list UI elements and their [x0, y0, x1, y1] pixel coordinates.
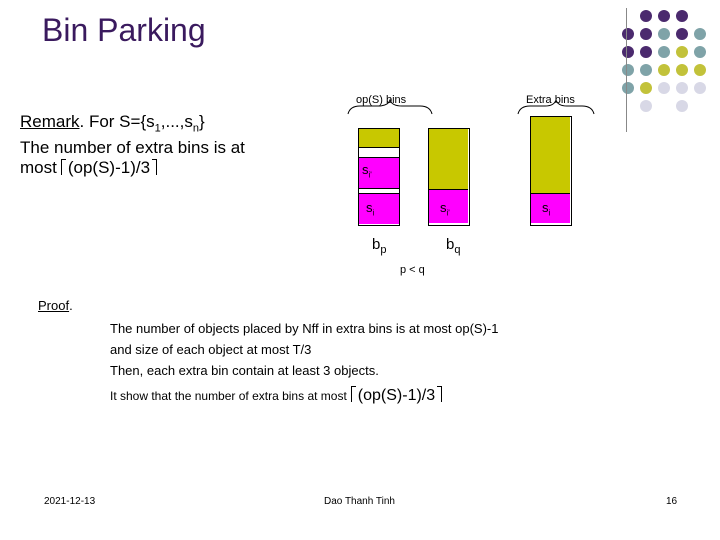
bin-p-item-sip-label: $s_{i'}$ [362, 162, 372, 180]
remark-line-2: The number of extra bins is at [20, 138, 245, 158]
bin-q-item-si-label: $s_{i'}$ [440, 200, 450, 218]
remark-line-1: Remark. For $S=\{s_1,...,s_n\}$ [20, 112, 205, 135]
footer-date: 2021-12-13 [44, 496, 96, 507]
ceil-right-icon [437, 386, 442, 402]
extra-bin-item-si-label: $s_i$ [542, 200, 551, 218]
proof-line-1: The number of objects placed by Nff in extra bins is at most op(S)-1 [110, 321, 499, 336]
opbins-label: op(S) bins [356, 94, 407, 106]
extra-bin-top-fill [531, 117, 570, 194]
bin-p-item-si [359, 193, 399, 224]
remark-line-3: most (op(S)-1)/3 [20, 158, 245, 178]
proof-line-2: and size of each object at most T/3 [110, 342, 312, 357]
bin-p-label: $b_p$ [372, 236, 387, 256]
bin-p-top-fill [359, 129, 399, 148]
extrabins-label: Extra bins [526, 94, 575, 106]
footer-author: Dao Thanh Tinh [324, 496, 395, 507]
bin-q-top-fill [429, 129, 468, 190]
footer-page-number: 16 [666, 496, 678, 507]
remark-label: Remark [20, 112, 80, 131]
bin-p-item-si-label: $s_i$ [366, 200, 375, 218]
proof-heading: Proof. [38, 298, 73, 313]
proof-line-4: It show that the number of extra bins at most (op(S)-1)/3 [110, 385, 499, 407]
proof-body [110, 318, 499, 407]
extra-bin-item-si [531, 194, 570, 223]
ceil-left-icon [351, 386, 356, 402]
proof-line-3: Then, each extra bin contain at least 3 objects. [110, 363, 379, 378]
p-less-than-q-label: p < q [400, 264, 425, 276]
bin-q-label: $b_q$ [446, 236, 461, 256]
slide-title: Bin Parking [42, 12, 206, 48]
